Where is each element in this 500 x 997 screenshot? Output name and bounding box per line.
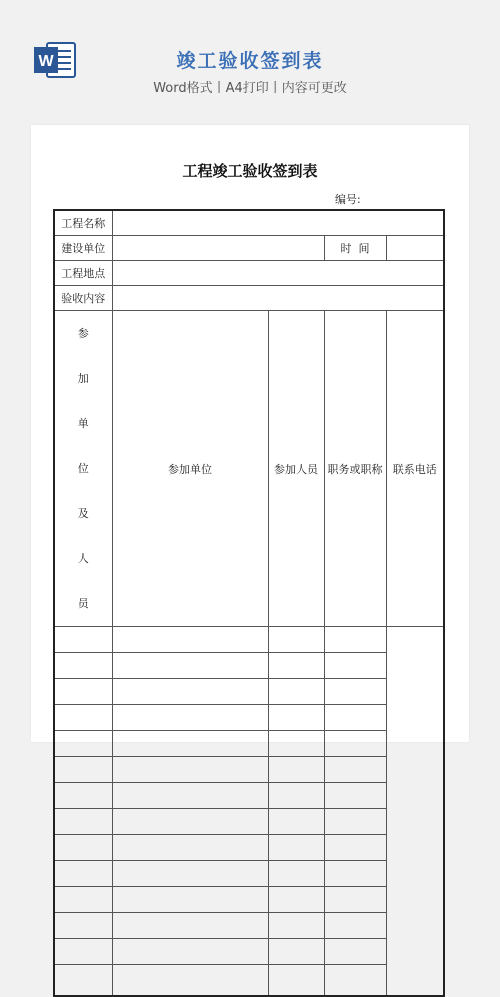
time-field[interactable] (386, 236, 444, 261)
title-cell[interactable] (268, 835, 324, 861)
signature-row (54, 783, 444, 809)
person-cell[interactable] (112, 757, 268, 783)
person-cell[interactable] (112, 809, 268, 835)
sign-in-table (53, 209, 445, 997)
phone-cell[interactable] (324, 835, 386, 861)
document-title: 工程竣工验收签到表 (182, 162, 318, 180)
svg-text:W: W (38, 53, 54, 70)
unit-cell[interactable] (54, 757, 112, 783)
phone-cell[interactable] (324, 757, 386, 783)
signature-row (54, 939, 444, 965)
signature-row (54, 757, 444, 783)
signature-row (54, 965, 444, 997)
signature-row (54, 627, 444, 653)
unit-cell[interactable] (54, 705, 112, 731)
column-header-person: 参加人员 (268, 311, 324, 627)
unit-cell[interactable] (54, 731, 112, 757)
serial-number-label: 编号: (335, 193, 361, 206)
column-header-phone: 联系电话 (386, 311, 444, 627)
person-cell[interactable] (112, 627, 268, 653)
side-char: 及 (77, 507, 89, 520)
content-label: 验收内容 (54, 286, 112, 311)
person-cell[interactable] (112, 783, 268, 809)
unit-cell[interactable] (54, 679, 112, 705)
phone-cell[interactable] (324, 887, 386, 913)
page-title: 竣工验收签到表 (176, 50, 324, 72)
title-cell[interactable] (268, 783, 324, 809)
project-name-label: 工程名称 (54, 210, 112, 236)
side-char: 参 (77, 327, 89, 340)
title-cell[interactable] (268, 757, 324, 783)
table-row (54, 261, 444, 286)
person-cell[interactable] (112, 939, 268, 965)
phone-cell[interactable] (324, 861, 386, 887)
unit-cell[interactable] (54, 653, 112, 679)
phone-cell[interactable] (324, 809, 386, 835)
location-field[interactable] (112, 261, 444, 286)
page-header (0, 0, 500, 110)
signature-row (54, 679, 444, 705)
signature-row (54, 913, 444, 939)
table-row (54, 311, 444, 627)
table-row (54, 210, 444, 236)
signature-row (54, 887, 444, 913)
phone-cell[interactable] (324, 731, 386, 757)
signature-row (54, 809, 444, 835)
signature-row (54, 861, 444, 887)
participants-side-label (54, 311, 112, 627)
unit-cell[interactable] (54, 887, 112, 913)
title-cell[interactable] (268, 705, 324, 731)
title-cell[interactable] (268, 679, 324, 705)
unit-cell[interactable] (54, 861, 112, 887)
title-cell[interactable] (268, 887, 324, 913)
signature-row (54, 653, 444, 679)
table-row (54, 236, 444, 261)
title-cell[interactable] (268, 627, 324, 653)
content-field[interactable] (112, 286, 444, 311)
phone-cell[interactable] (324, 679, 386, 705)
phone-cell[interactable] (324, 783, 386, 809)
title-cell[interactable] (268, 809, 324, 835)
signature-row (54, 835, 444, 861)
table-row (54, 286, 444, 311)
location-label: 工程地点 (54, 261, 112, 286)
title-cell[interactable] (268, 965, 324, 997)
phone-cell[interactable] (324, 627, 386, 653)
person-cell[interactable] (112, 653, 268, 679)
column-header-title: 职务或职称 (324, 311, 386, 627)
person-cell[interactable] (112, 731, 268, 757)
page-subtitle: Word格式丨A4打印丨内容可更改 (153, 81, 347, 96)
person-cell[interactable] (112, 965, 268, 997)
title-cell[interactable] (268, 861, 324, 887)
title-cell[interactable] (268, 653, 324, 679)
unit-cell[interactable] (54, 939, 112, 965)
phone-cell[interactable] (324, 705, 386, 731)
title-cell[interactable] (268, 731, 324, 757)
signature-row (54, 705, 444, 731)
side-char: 位 (77, 462, 89, 475)
builder-label: 建设单位 (54, 236, 112, 261)
person-cell[interactable] (112, 913, 268, 939)
project-name-field[interactable] (112, 210, 444, 236)
person-cell[interactable] (112, 835, 268, 861)
column-header-unit: 参加单位 (112, 311, 268, 627)
side-char: 加 (77, 372, 89, 385)
person-cell[interactable] (112, 705, 268, 731)
builder-field[interactable] (112, 236, 324, 261)
title-cell[interactable] (268, 913, 324, 939)
phone-cell[interactable] (324, 965, 386, 997)
unit-cell[interactable] (54, 783, 112, 809)
unit-cell[interactable] (54, 835, 112, 861)
side-char: 单 (77, 417, 89, 430)
phone-cell[interactable] (324, 913, 386, 939)
side-char: 人 (77, 552, 89, 565)
unit-cell[interactable] (54, 913, 112, 939)
document-page (31, 125, 469, 742)
time-label: 时 间 (324, 236, 386, 261)
title-cell[interactable] (268, 939, 324, 965)
person-cell[interactable] (112, 679, 268, 705)
phone-cell[interactable] (324, 939, 386, 965)
unit-cell[interactable] (54, 627, 112, 653)
signature-row (54, 731, 444, 757)
phone-cell[interactable] (324, 653, 386, 679)
person-cell[interactable] (112, 861, 268, 887)
person-cell[interactable] (112, 887, 268, 913)
unit-cell[interactable] (54, 965, 112, 997)
side-char: 员 (77, 597, 89, 610)
unit-cell[interactable] (54, 809, 112, 835)
